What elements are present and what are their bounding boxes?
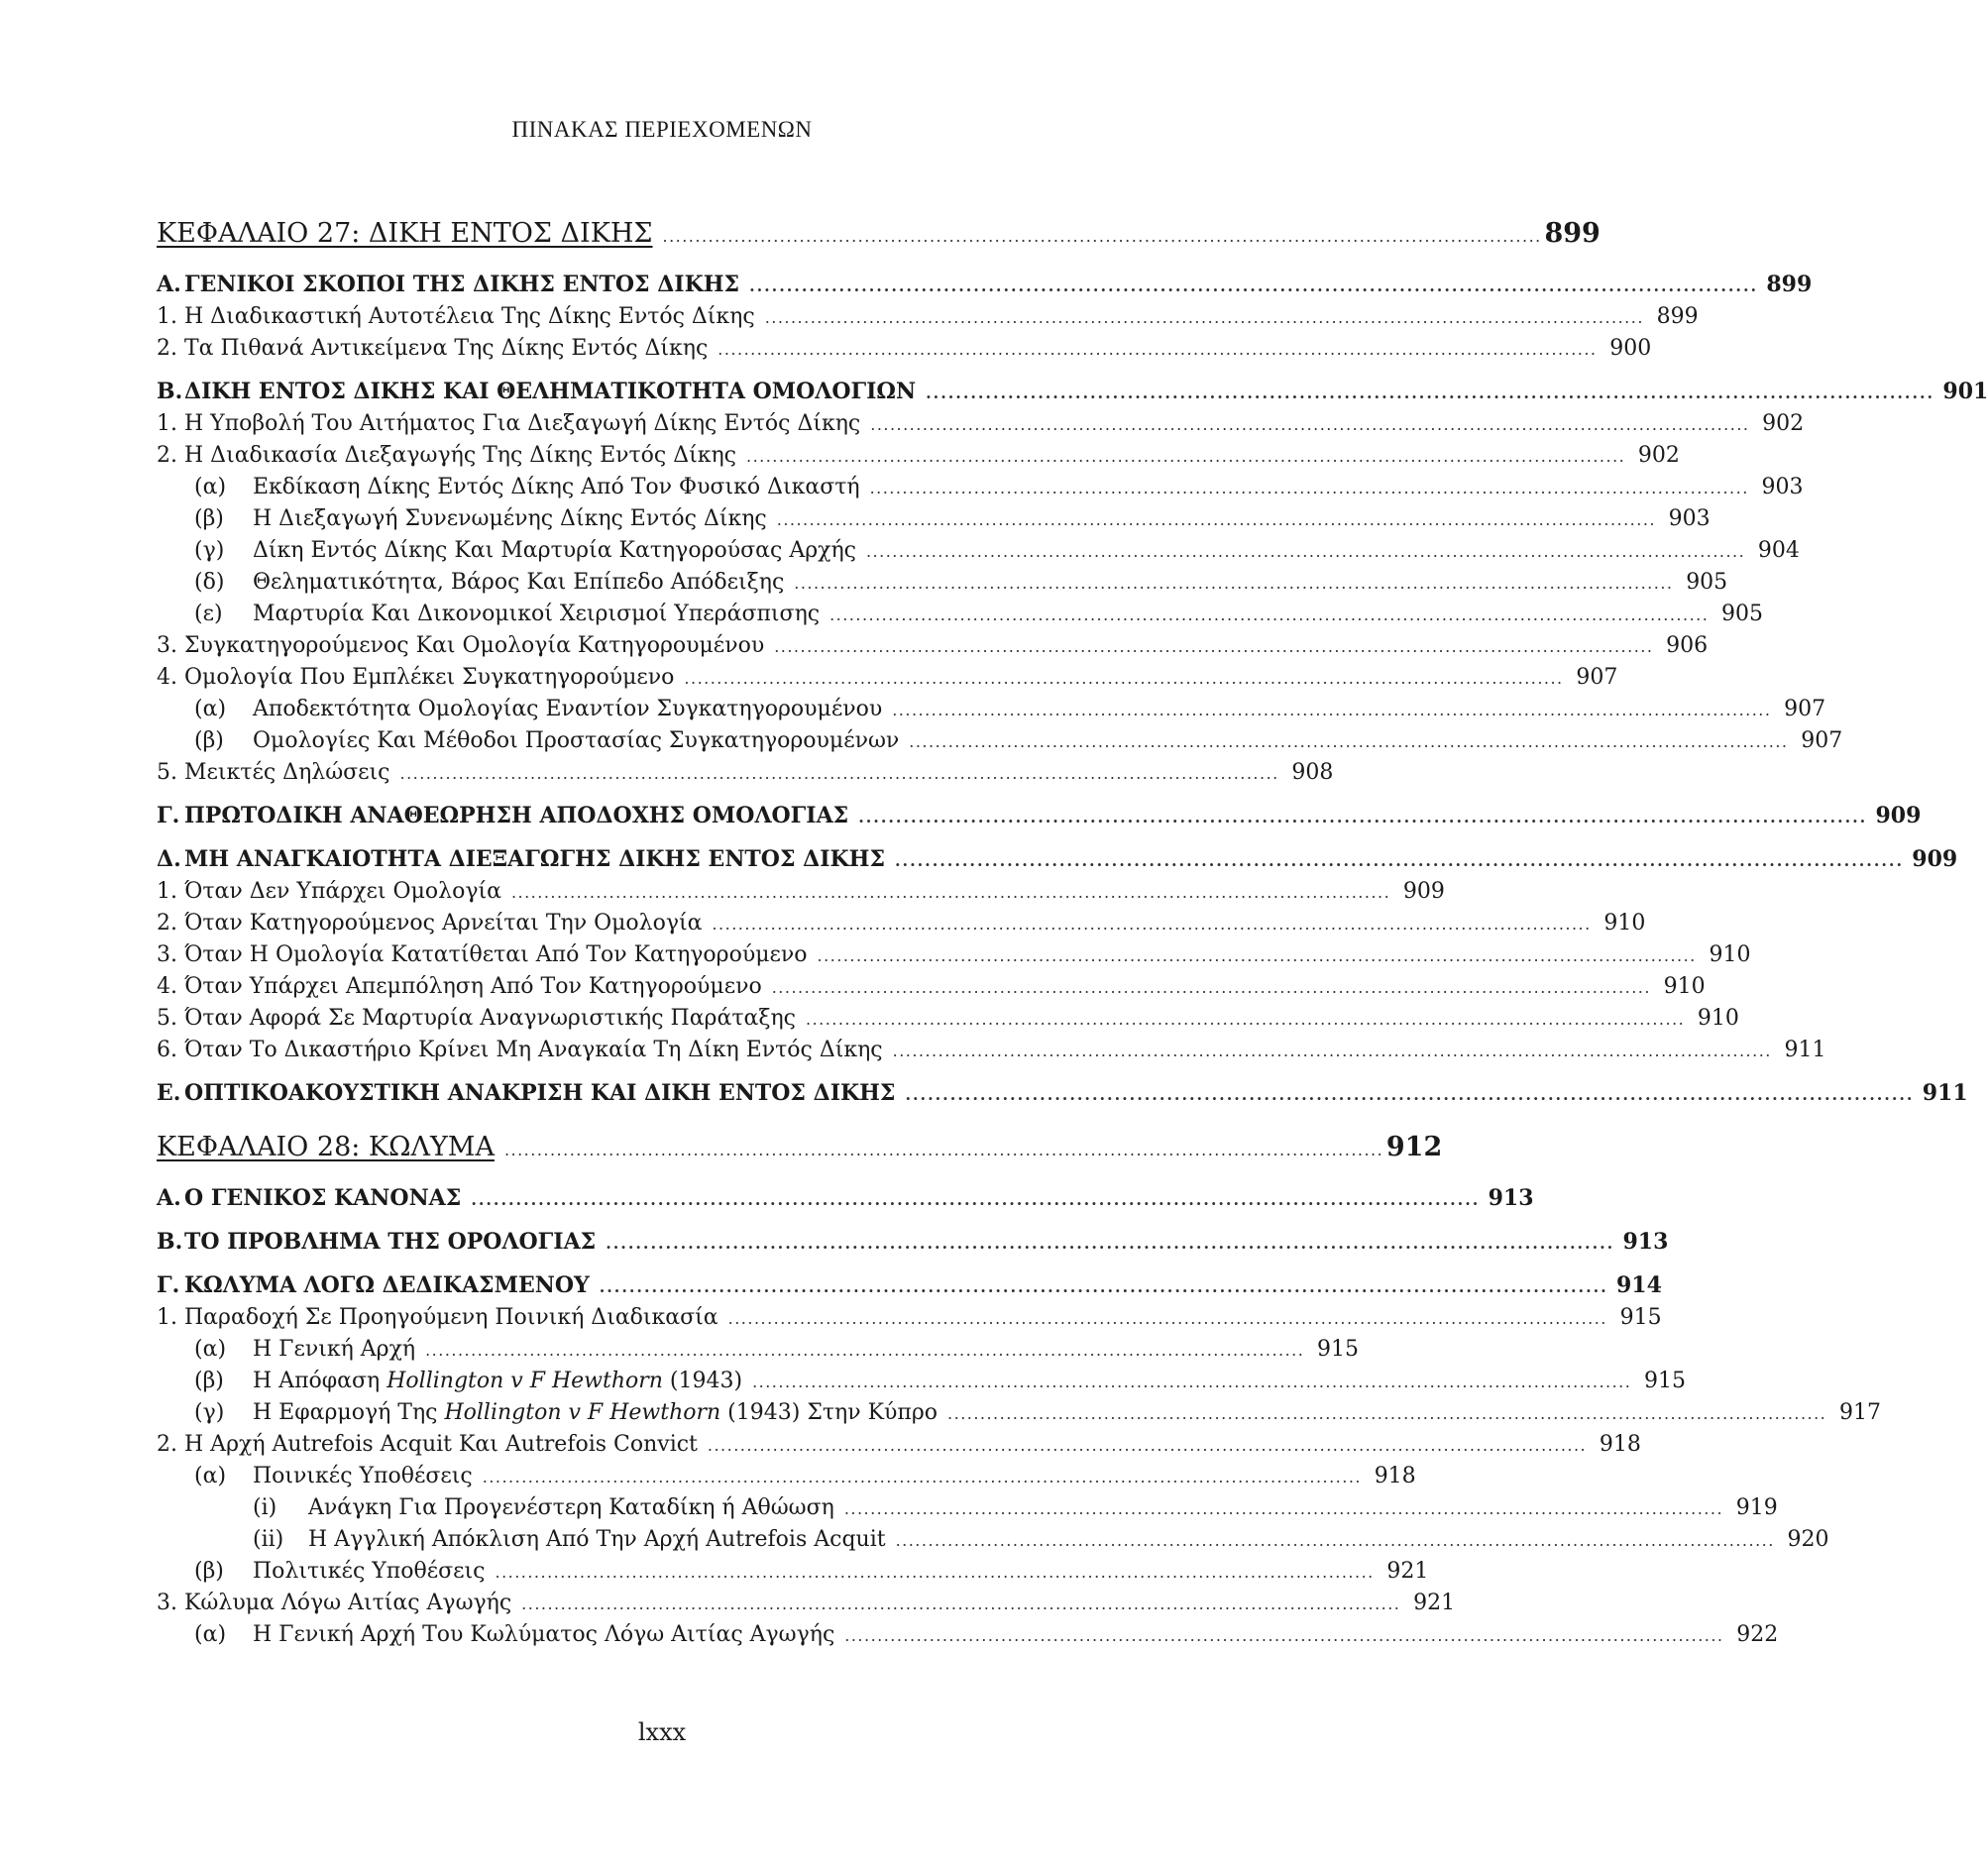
toc-entry-number: (α) bbox=[194, 1337, 227, 1362]
toc-entry-section bbox=[157, 1181, 1534, 1215]
toc-entry-l1 bbox=[157, 939, 1751, 971]
toc-entry-page: 921 bbox=[1413, 1591, 1456, 1615]
dot-leader bbox=[892, 694, 1768, 726]
toc-entry-number: 4. bbox=[157, 974, 177, 999]
toc-entry-page: 914 bbox=[1615, 1272, 1662, 1298]
dot-leader bbox=[896, 1524, 1772, 1557]
dot-leader bbox=[893, 1035, 1769, 1067]
dot-leader bbox=[511, 876, 1387, 909]
toc-entry-l1 bbox=[157, 876, 1445, 908]
dot-leader bbox=[712, 908, 1588, 940]
dot-leader bbox=[600, 1268, 1604, 1304]
toc-entry-l1 bbox=[157, 1302, 1662, 1334]
toc-entry-page: 913 bbox=[1622, 1229, 1669, 1255]
toc-entry-title: Η Αγγλική Απόκλιση Από Την Αρχή Autrefois Acquit bbox=[308, 1527, 886, 1552]
toc-entry-l2 bbox=[157, 1397, 1881, 1429]
toc-entry-page: 900 bbox=[1609, 336, 1652, 361]
page-number: lxxx bbox=[637, 1718, 687, 1746]
toc-entry-title: Όταν Η Ομολογία Κατατίθεται Από Τον Κατηγορούμενο bbox=[184, 942, 808, 967]
toc-entry-title: Η Εφαρμογή Της Hollington v F Hewthorn (1943) Στην Κύπρο bbox=[253, 1400, 939, 1425]
toc-entry-title: ΠΡΩΤΟΔΙΚΗ ΑΝΑΘΕΩΡΗΣΗ ΑΠΟΔΟΧΗΣ ΟΜΟΛΟΓΙΑΣ bbox=[184, 803, 849, 828]
toc-entry-title: ΚΕΦΑΛΑΙΟ 27: ΔΙΚΗ ΕΝΤΟΣ ΔΙΚΗΣ bbox=[157, 218, 653, 249]
toc-entry-number: (i) bbox=[253, 1495, 277, 1520]
dot-leader bbox=[895, 842, 1900, 878]
toc-entry-number: Β. bbox=[157, 379, 183, 404]
toc-entry-number: (β) bbox=[194, 1369, 224, 1393]
dot-leader bbox=[794, 567, 1670, 600]
toc-entry-page: 918 bbox=[1374, 1464, 1416, 1488]
toc-entry-l1 bbox=[157, 630, 1709, 662]
toc-entry-number: Δ. bbox=[157, 846, 181, 872]
toc-entry-l1 bbox=[157, 301, 1699, 333]
dot-leader bbox=[471, 1181, 1476, 1217]
toc-entry-page: 920 bbox=[1787, 1527, 1829, 1552]
dot-leader bbox=[765, 301, 1641, 334]
toc-entry-chapter bbox=[157, 1124, 1443, 1171]
toc-entry-number: 6. bbox=[157, 1038, 177, 1062]
toc-entry-number: 1. bbox=[157, 879, 177, 904]
toc-entry-page: 917 bbox=[1838, 1400, 1881, 1425]
toc-entry-l1 bbox=[157, 1429, 1641, 1461]
toc-entry-page: 921 bbox=[1386, 1559, 1429, 1584]
toc-entry-title: Δίκη Εντός Δίκης Και Μαρτυρία Κατηγορούσας Αρχής bbox=[253, 538, 856, 563]
toc-entry-page: 910 bbox=[1709, 942, 1751, 967]
dot-leader bbox=[684, 662, 1560, 695]
toc-entry-title: Πολιτικές Υποθέσεις bbox=[253, 1559, 486, 1584]
toc-entry-number: (ε) bbox=[194, 602, 223, 626]
toc-entry-title: Όταν Αφορά Σε Μαρτυρία Αναγνωριστικής Παράταξης bbox=[184, 1006, 796, 1031]
toc-entry-section bbox=[157, 1268, 1662, 1302]
toc-entry-number: Γ. bbox=[157, 1272, 180, 1298]
toc-entry-title: Συγκατηγορούμενος Και Ομολογία Κατηγορουμένου bbox=[184, 633, 765, 658]
toc-entry-title: Η Αρχή Autrefois Acquit Και Autrefois Convict bbox=[184, 1432, 698, 1457]
toc-entry-page: 915 bbox=[1644, 1369, 1687, 1393]
toc-entry-title: Η Γενική Αρχή Του Κωλύματος Λόγω Αιτίας Αγωγής bbox=[253, 1622, 835, 1647]
dot-leader bbox=[746, 440, 1622, 473]
dot-leader bbox=[708, 1429, 1584, 1462]
toc-entry-title: Κώλυμα Λόγω Αιτίας Αγωγής bbox=[184, 1591, 512, 1615]
toc-entry-l1 bbox=[157, 757, 1334, 789]
toc-entry-l1 bbox=[157, 440, 1680, 472]
toc-entry-page: 902 bbox=[1762, 411, 1805, 436]
toc-entry-l1 bbox=[157, 908, 1646, 939]
toc-entry-l1 bbox=[157, 1588, 1456, 1619]
toc-entry-number: Β. bbox=[157, 1229, 183, 1255]
toc-entry-title: Αποδεκτότητα Ομολογίας Εναντίον Συγκατηγορουμένου bbox=[253, 697, 883, 721]
toc-entry-page: 915 bbox=[1619, 1305, 1662, 1330]
toc-entry-l2 bbox=[157, 567, 1728, 599]
table-of-contents bbox=[157, 210, 1988, 1651]
toc-entry-page: 911 bbox=[1922, 1080, 1968, 1106]
toc-entry-l2 bbox=[157, 599, 1763, 630]
toc-entry-number: (β) bbox=[194, 728, 224, 753]
toc-entry-number: (β) bbox=[194, 506, 224, 531]
toc-entry-number: Ε. bbox=[157, 1080, 181, 1106]
toc-entry-l1 bbox=[157, 1003, 1739, 1035]
dot-leader bbox=[663, 210, 1539, 261]
dot-leader bbox=[606, 1225, 1610, 1261]
toc-entry-number: (ii) bbox=[253, 1527, 284, 1552]
toc-entry-page: 910 bbox=[1663, 974, 1706, 999]
toc-entry-page: 919 bbox=[1735, 1495, 1778, 1520]
toc-entry-number: (α) bbox=[194, 1622, 227, 1647]
dot-leader bbox=[718, 333, 1594, 366]
toc-entry-title: Θεληματικότητα, Βάρος Και Επίπεδο Απόδειξης bbox=[253, 570, 785, 595]
toc-entry-page: 915 bbox=[1317, 1337, 1360, 1362]
dot-leader bbox=[870, 472, 1746, 504]
toc-entry-section bbox=[157, 799, 1922, 832]
toc-entry-title: Τα Πιθανά Αντικείμενα Της Δίκης Εντός Δίκης bbox=[184, 336, 709, 361]
toc-entry-number: 3. bbox=[157, 942, 177, 967]
toc-entry-title: Η Διαδικασία Διεξαγωγής Της Δίκης Εντός Δίκης bbox=[184, 443, 736, 468]
toc-entry-number: (γ) bbox=[194, 538, 225, 563]
toc-entry-number: (α) bbox=[194, 1464, 227, 1488]
toc-entry-chapter bbox=[157, 210, 1601, 258]
toc-entry-number: 3. bbox=[157, 633, 177, 658]
toc-entry-page: 911 bbox=[1784, 1038, 1826, 1062]
toc-entry-l2 bbox=[157, 1619, 1779, 1651]
toc-entry-page: 922 bbox=[1736, 1622, 1779, 1647]
toc-entry-page: 901 bbox=[1942, 379, 1988, 404]
toc-entry-title: Η Απόφαση Hollington v F Hewthorn (1943) bbox=[253, 1369, 743, 1393]
toc-entry-page: 899 bbox=[1766, 272, 1813, 297]
toc-entry-number: 3. bbox=[157, 1591, 177, 1615]
dot-leader bbox=[909, 725, 1785, 758]
toc-entry-l3 bbox=[157, 1524, 1829, 1556]
toc-entry-l2 bbox=[157, 1556, 1429, 1588]
toc-entry-l2 bbox=[157, 1461, 1416, 1492]
toc-entry-page: 907 bbox=[1784, 697, 1826, 721]
dot-leader bbox=[829, 599, 1706, 631]
toc-entry-number: 1. bbox=[157, 411, 177, 436]
page-header: ΠΙΝΑΚΑΣ ΠΕΡΙΕΧΟΜΕΝΩΝ bbox=[511, 117, 813, 142]
toc-entry-l1 bbox=[157, 408, 1805, 440]
toc-entry-title: Όταν Το Δικαστήριο Κρίνει Μη Αναγκαία Τη Δίκη Εντός Δίκης bbox=[184, 1038, 883, 1062]
toc-entry-title: Μαρτυρία Και Δικονομικοί Χειρισμοί Υπεράσπισης bbox=[253, 602, 821, 626]
dot-leader bbox=[774, 630, 1650, 663]
toc-entry-page: 905 bbox=[1721, 602, 1763, 626]
dot-leader bbox=[483, 1461, 1359, 1493]
dot-leader bbox=[777, 503, 1653, 536]
dot-leader bbox=[866, 535, 1742, 568]
toc-entry-l2 bbox=[157, 1366, 1687, 1397]
toc-entry-title: Ο ΓΕΝΙΚΟΣ ΚΑΝΟΝΑΣ bbox=[184, 1185, 462, 1211]
toc-entry-page: 905 bbox=[1686, 570, 1728, 595]
toc-entry-page: 909 bbox=[1402, 879, 1445, 904]
toc-entry-title: ΚΕΦΑΛΑΙΟ 28: ΚΩΛΥΜΑ bbox=[157, 1132, 495, 1162]
toc-entry-number: Α. bbox=[157, 272, 181, 297]
toc-entry-number: 1. bbox=[157, 304, 177, 329]
toc-entry-title: Ομολογία Που Εμπλέκει Συγκατηγορούμενο bbox=[184, 665, 675, 690]
toc-entry-title: Ανάγκη Για Προγενέστερη Καταδίκη ή Αθώωση bbox=[308, 1495, 834, 1520]
toc-entry-page: 906 bbox=[1666, 633, 1709, 658]
toc-entry-title: Ποινικές Υποθέσεις bbox=[253, 1464, 473, 1488]
toc-entry-l2 bbox=[157, 503, 1711, 535]
toc-entry-page: 907 bbox=[1576, 665, 1618, 690]
toc-entry-page: 902 bbox=[1637, 443, 1680, 468]
toc-entry-title: ΔΙΚΗ ΕΝΤΟΣ ΔΙΚΗΣ ΚΑΙ ΘΕΛΗΜΑΤΙΚΟΤΗΤΑ ΟΜΟΛΟΓΙΩΝ bbox=[184, 379, 917, 404]
toc-entry-page: 904 bbox=[1757, 538, 1800, 563]
toc-entry-title: Όταν Δεν Υπάρχει Ομολογία bbox=[184, 879, 501, 904]
toc-entry-l1 bbox=[157, 333, 1652, 365]
toc-entry-page: 899 bbox=[1544, 218, 1601, 249]
toc-entry-page: 913 bbox=[1488, 1185, 1534, 1211]
dot-leader bbox=[844, 1619, 1720, 1652]
toc-entry-title: Ομολογίες Και Μέθοδοι Προστασίας Συγκατηγορουμένων bbox=[253, 728, 900, 753]
toc-entry-title: Όταν Κατηγορούμενος Αρνείται Την Ομολογία bbox=[184, 911, 703, 936]
toc-entry-section bbox=[157, 1076, 1968, 1110]
toc-entry-l1 bbox=[157, 971, 1706, 1003]
toc-entry-number: 1. bbox=[157, 1305, 177, 1330]
toc-entry-title: Μεικτές Δηλώσεις bbox=[184, 760, 390, 785]
toc-entry-title: Η Γενική Αρχή bbox=[253, 1337, 416, 1362]
toc-entry-number: 5. bbox=[157, 1006, 177, 1031]
toc-entry-section bbox=[157, 268, 1813, 301]
toc-entry-page: 903 bbox=[1761, 475, 1804, 499]
toc-entry-title: ΟΠΤΙΚΟΑΚΟΥΣΤΙΚΗ ΑΝΑΚΡΙΣΗ ΚΑΙ ΔΙΚΗ ΕΝΤΟΣ ΔΙΚΗΣ bbox=[184, 1080, 896, 1106]
toc-entry-title: ΚΩΛΥΜΑ ΛΟΓΩ ΔΕΔΙΚΑΣΜΕΝΟΥ bbox=[184, 1272, 590, 1298]
dot-leader bbox=[728, 1302, 1604, 1335]
dot-leader bbox=[818, 939, 1694, 972]
toc-entry-title: ΜΗ ΑΝΑΓΚΑΙΟΤΗΤΑ ΔΙΕΞΑΓΩΓΗΣ ΔΙΚΗΣ ΕΝΤΟΣ ΔΙΚΗΣ bbox=[184, 846, 885, 872]
dot-leader bbox=[749, 268, 1754, 303]
toc-entry-page: 909 bbox=[1912, 846, 1958, 872]
toc-entry-title: Παραδοχή Σε Προηγούμενη Ποινική Διαδικασία bbox=[184, 1305, 718, 1330]
toc-entry-title: ΓΕΝΙΚΟΙ ΣΚΟΠΟΙ ΤΗΣ ΔΙΚΗΣ ΕΝΤΟΣ ΔΙΚΗΣ bbox=[184, 272, 740, 297]
toc-entry-page: 912 bbox=[1385, 1132, 1443, 1162]
toc-entry-page: 918 bbox=[1599, 1432, 1641, 1457]
toc-entry-section bbox=[157, 842, 1958, 876]
toc-entry-page: 907 bbox=[1801, 728, 1843, 753]
toc-entry-section bbox=[157, 1225, 1669, 1259]
toc-entry-number: 2. bbox=[157, 1432, 177, 1457]
toc-entry-title: Εκδίκαση Δίκης Εντός Δίκης Από Τον Φυσικό Δικαστή bbox=[253, 475, 860, 499]
toc-entry-number: 2. bbox=[157, 443, 177, 468]
toc-entry-section bbox=[157, 375, 1988, 408]
dot-leader bbox=[806, 1003, 1682, 1036]
toc-entry-l2 bbox=[157, 1334, 1360, 1366]
dot-leader bbox=[504, 1124, 1381, 1174]
dot-leader bbox=[752, 1366, 1628, 1398]
dot-leader bbox=[521, 1588, 1397, 1620]
toc-entry-number: 2. bbox=[157, 336, 177, 361]
toc-entry-page: 899 bbox=[1656, 304, 1699, 329]
toc-entry-page: 908 bbox=[1291, 760, 1334, 785]
toc-entry-number: (α) bbox=[194, 475, 227, 499]
toc-entry-l2 bbox=[157, 472, 1804, 503]
dot-leader bbox=[496, 1556, 1372, 1589]
toc-entry-l2 bbox=[157, 535, 1800, 567]
toc-entry-title: Η Υποβολή Του Αιτήματος Για Διεξαγωγή Δίκης Εντός Δίκης bbox=[184, 411, 861, 436]
dot-leader bbox=[425, 1334, 1301, 1367]
toc-entry-number: 4. bbox=[157, 665, 177, 690]
dot-leader bbox=[870, 408, 1746, 441]
dot-leader bbox=[926, 375, 1931, 410]
toc-entry-number: Α. bbox=[157, 1185, 181, 1211]
toc-entry-page: 903 bbox=[1668, 506, 1711, 531]
toc-entry-page: 910 bbox=[1697, 1006, 1739, 1031]
toc-entry-l3 bbox=[157, 1492, 1778, 1524]
toc-entry-page: 910 bbox=[1603, 911, 1646, 936]
toc-entry-l2 bbox=[157, 694, 1826, 725]
toc-entry-number: (β) bbox=[194, 1559, 224, 1584]
dot-leader bbox=[947, 1397, 1823, 1430]
toc-entry-title: Η Διεξαγωγή Συνενωμένης Δίκης Εντός Δίκης bbox=[253, 506, 767, 531]
toc-entry-number: (δ) bbox=[194, 570, 225, 595]
toc-entry-page: 909 bbox=[1875, 803, 1922, 828]
toc-entry-title: Η Διαδικαστική Αυτοτέλεια Της Δίκης Εντός Δίκης bbox=[184, 304, 755, 329]
dot-leader bbox=[905, 1076, 1910, 1112]
toc-entry-l1 bbox=[157, 1035, 1826, 1066]
toc-entry-number: (α) bbox=[194, 697, 227, 721]
toc-entry-title: ΤΟ ΠΡΟΒΛΗΜΑ ΤΗΣ ΟΡΟΛΟΓΙΑΣ bbox=[184, 1229, 597, 1255]
toc-entry-l1 bbox=[157, 662, 1618, 694]
toc-entry-title: Όταν Υπάρχει Απεμπόληση Από Τον Κατηγορούμενο bbox=[184, 974, 762, 999]
dot-leader bbox=[400, 757, 1276, 790]
dot-leader bbox=[844, 1492, 1720, 1525]
toc-entry-number: 2. bbox=[157, 911, 177, 936]
toc-entry-l2 bbox=[157, 725, 1843, 757]
toc-entry-number: (γ) bbox=[194, 1400, 225, 1425]
dot-leader bbox=[772, 971, 1648, 1004]
toc-entry-number: 5. bbox=[157, 760, 177, 785]
toc-entry-number: Γ. bbox=[157, 803, 180, 828]
dot-leader bbox=[858, 799, 1863, 834]
